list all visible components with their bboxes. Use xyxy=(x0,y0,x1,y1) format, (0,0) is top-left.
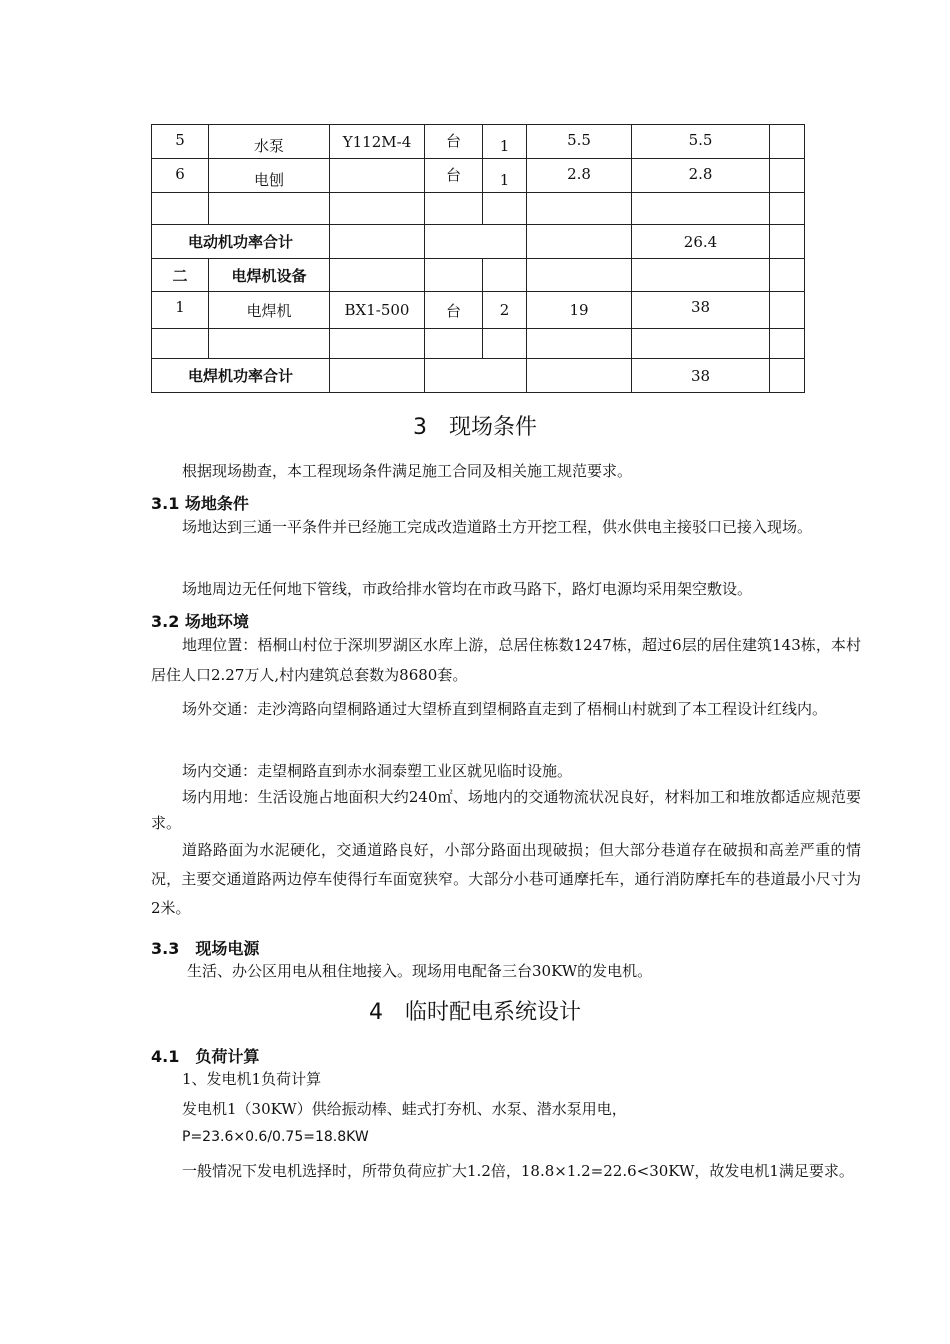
welder-power-total-value: 38 xyxy=(632,359,770,393)
cell-power: 2.8 xyxy=(527,159,632,193)
section-3-1-paragraph-1: 场地达到三通一平条件并已经施工完成改造道路土方开挖工程，供水供电主接驳口已接入现场。 xyxy=(182,518,813,536)
cell-note xyxy=(770,159,805,193)
section-4-1-title: 4.1 负荷计算 xyxy=(151,1047,260,1066)
section-3-intro: 根据现场勘查，本工程现场条件满足施工合同及相关施工规范要求。 xyxy=(182,462,633,480)
table-row xyxy=(152,259,805,292)
external-traffic-paragraph: 场外交通：走沙湾路向望桐路通过大望桥直到望桐路直走到了梧桐山村就到了本工程设计红线内。 xyxy=(182,700,828,718)
cell-name: 电刨 xyxy=(209,159,330,193)
cell-unit: 台 xyxy=(425,125,483,159)
cell-model xyxy=(330,159,425,193)
cell-qty: 2 xyxy=(483,292,527,329)
section-3-3-title: 3.3 现场电源 xyxy=(151,939,260,958)
motor-power-total-label: 电动机功率合计 xyxy=(152,225,330,259)
cell-qty xyxy=(483,193,527,225)
section-3-1-title: 3.1 场地条件 xyxy=(151,494,249,513)
cell-no: 5 xyxy=(152,125,209,159)
generator-1-supply-line: 发电机1（30KW）供给振动棒、蛙式打夯机、水泵、潜水泵用电， xyxy=(182,1100,627,1118)
cell-no xyxy=(152,193,209,225)
summary-row-motor xyxy=(152,225,805,259)
cell-note xyxy=(770,259,805,292)
cell-unit xyxy=(425,259,483,292)
cell-model xyxy=(330,193,425,225)
section-3-3-paragraph: 生活、办公区用电从租住地接入。现场用电配备三台30KW的发电机。 xyxy=(187,962,653,980)
motor-power-total-value: 26.4 xyxy=(632,225,770,259)
cell-no: 1 xyxy=(152,292,209,329)
cell-model: BX1-500 xyxy=(330,292,425,329)
internal-traffic-paragraph: 场内交通：走望桐路直到赤水洞泰塑工业区就见临时设施。 xyxy=(182,762,573,780)
table-row xyxy=(152,193,805,225)
generator-1-calc-title: 1、发电机1负荷计算 xyxy=(182,1070,322,1088)
geo-location-paragraph: 地理位置：梧桐山村位于深圳罗湖区水库上游，总居住栋数1247栋，超过6层的居住建筑143栋，本村居住人口2.27万人,村内建筑总套数为8680套。 xyxy=(151,636,861,684)
table-row xyxy=(152,329,805,359)
site-land-use-paragraph: 场内用地：生活设施占地面积大约240㎡、场地内的交通物流状况良好，材料加工和堆放都适应规范要求。 xyxy=(151,788,861,832)
cell-note xyxy=(770,292,805,329)
cell-unit xyxy=(425,329,483,359)
cell-no xyxy=(152,329,209,359)
cell-total xyxy=(632,193,770,225)
generator-selection-paragraph: 一般情况下发电机选择时，所带负荷应扩大1.2倍，18.8×1.2=22.6<30KW，故发电机1满足要求。 xyxy=(182,1162,854,1180)
cell-name xyxy=(209,329,330,359)
cell-power: 19 xyxy=(527,292,632,329)
cell-model xyxy=(330,329,425,359)
table-row xyxy=(152,159,805,193)
cell-qty: 1 xyxy=(483,125,527,159)
cell-qty xyxy=(483,329,527,359)
equipment-power-table xyxy=(151,124,805,393)
cell-no: 6 xyxy=(152,159,209,193)
table-row xyxy=(152,292,805,329)
cell-unit: 台 xyxy=(425,159,483,193)
cell-total: 2.8 xyxy=(632,159,770,193)
section-3-heading: 3 现场条件 xyxy=(413,415,537,440)
cell-model xyxy=(330,259,425,292)
section-3-1-paragraph-2: 场地周边无任何地下管线，市政给排水管均在市政马路下，路灯电源均采用架空敷设。 xyxy=(182,580,753,598)
road-condition-paragraph: 道路路面为水泥硬化，交通道路良好，小部分路面出现破损；但大部分巷道存在破损和高差严重的情况，主要交通道路两边停车使得行车面宽狭窄。大部分小巷可通摩托车，通行消防摩托车的巷道最小尺寸为2米。 xyxy=(151,841,861,917)
cell-power xyxy=(527,329,632,359)
cell-name: 电焊机 xyxy=(209,292,330,329)
cell-power: 5.5 xyxy=(527,125,632,159)
cell-name xyxy=(209,193,330,225)
cell-qty xyxy=(483,259,527,292)
welder-power-total-label: 电焊机功率合计 xyxy=(152,359,330,393)
cell-name: 电焊机设备 xyxy=(209,259,330,292)
cell-note xyxy=(770,329,805,359)
cell-unit: 台 xyxy=(425,292,483,329)
cell-total: 38 xyxy=(632,292,770,329)
cell-power xyxy=(527,259,632,292)
cell-qty: 1 xyxy=(483,159,527,193)
cell-total: 5.5 xyxy=(632,125,770,159)
cell-name: 水泵 xyxy=(209,125,330,159)
power-formula-line: P=23.6×0.6/0.75=18.8KW xyxy=(182,1129,369,1145)
cell-note xyxy=(770,125,805,159)
cell-no: 二 xyxy=(152,259,209,292)
cell-note xyxy=(770,193,805,225)
cell-power xyxy=(527,193,632,225)
section-3-2-title: 3.2 场地环境 xyxy=(151,612,249,631)
section-4-heading: 4 临时配电系统设计 xyxy=(369,1000,581,1025)
summary-row-welder xyxy=(152,359,805,393)
cell-unit xyxy=(425,193,483,225)
cell-total xyxy=(632,259,770,292)
cell-model: Y112M-4 xyxy=(330,125,425,159)
cell-total xyxy=(632,329,770,359)
table-row xyxy=(152,125,805,159)
